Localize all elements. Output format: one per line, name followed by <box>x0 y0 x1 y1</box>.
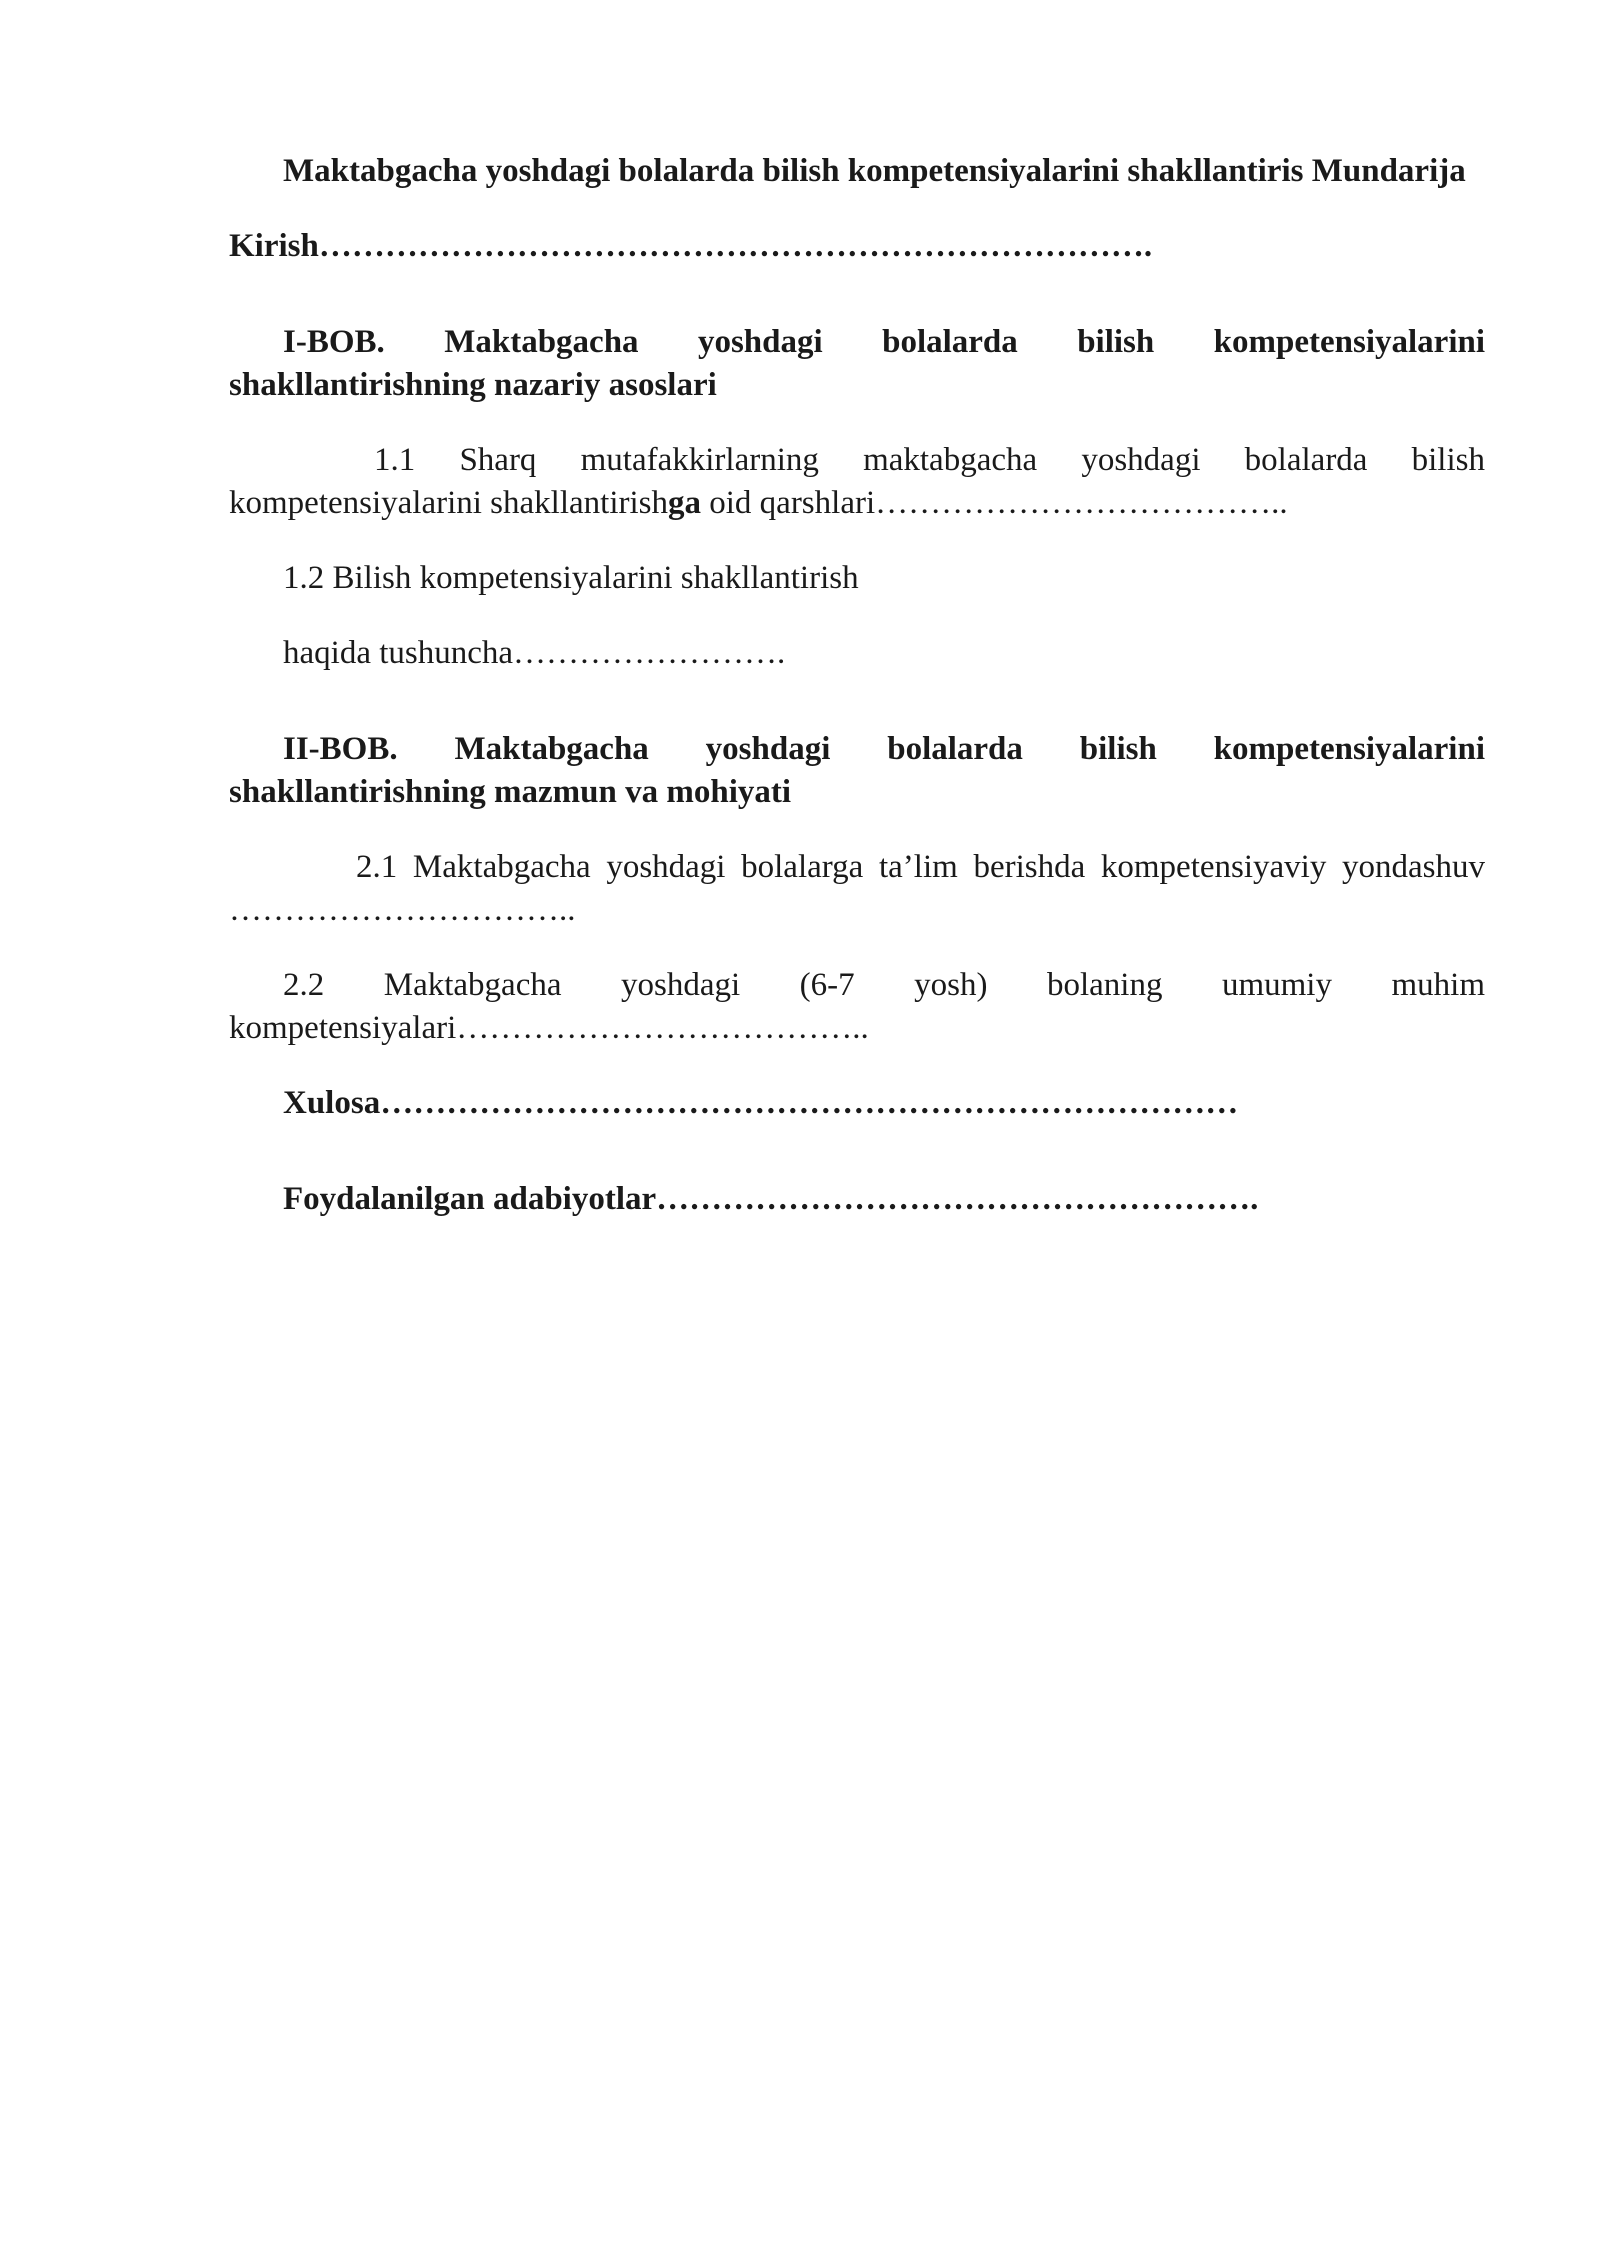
toc-conclusion: Xulosa…………………………………………………………………… <box>283 1085 1239 1121</box>
section-1-1-text-end: oid qarshlari……………………………….. <box>701 485 1288 521</box>
toc-section-2-2: 2.2 Maktabgacha yoshdagi (6-7 yosh) bolaning umumiy muhim kompetensiyalari……………………………….. <box>229 967 1485 1046</box>
toc-intro: Kirish…………………………………………………………………. <box>229 228 1153 264</box>
document-title: Maktabgacha yoshdagi bolalarda bilish kompetensiyalarini shakllantiris <box>283 153 1304 189</box>
section-1-1-bold-suffix: ga <box>668 485 701 521</box>
chapter-2-label: II-BOB. <box>283 731 398 767</box>
chapter-1-label: I-BOB. <box>283 324 385 360</box>
section-1-1-text: 1.1 Sharq mutafakkirlarning maktabgacha yoshdagi bolalarda bilish kompetensiyalarini shakllantirish <box>229 442 1485 521</box>
toc-references: Foydalanilgan adabiyotlar………………………………………………. <box>283 1181 1259 1217</box>
toc-section-1-2-line-2: haqida tushuncha……………………. <box>283 635 786 671</box>
contents-heading: Mundarija <box>1311 153 1466 189</box>
chapter-2-title: Maktabgacha yoshdagi bolalarda bilish kompetensiyalarini shakllantirishning mazmun va mohiyati <box>229 731 1485 810</box>
document-page <box>229 150 1485 1221</box>
toc-section-2-1: 2.1 Maktabgacha yoshdagi bolalarga ta’lim berishda kompetensiyaviy yondashuv ………………………….. <box>229 849 1485 928</box>
chapter-1-title: Maktabgacha yoshdagi bolalarda bilish kompetensiyalarini shakllantirishning nazariy asoslari <box>229 324 1486 403</box>
toc-chapter-1 <box>229 321 1485 407</box>
toc-section-1-1 <box>229 439 1485 525</box>
title-block <box>229 150 1485 193</box>
toc-section-1-2-line-1: 1.2 Bilish kompetensiyalarini shakllantirish <box>283 560 859 596</box>
toc-chapter-2 <box>229 728 1485 814</box>
